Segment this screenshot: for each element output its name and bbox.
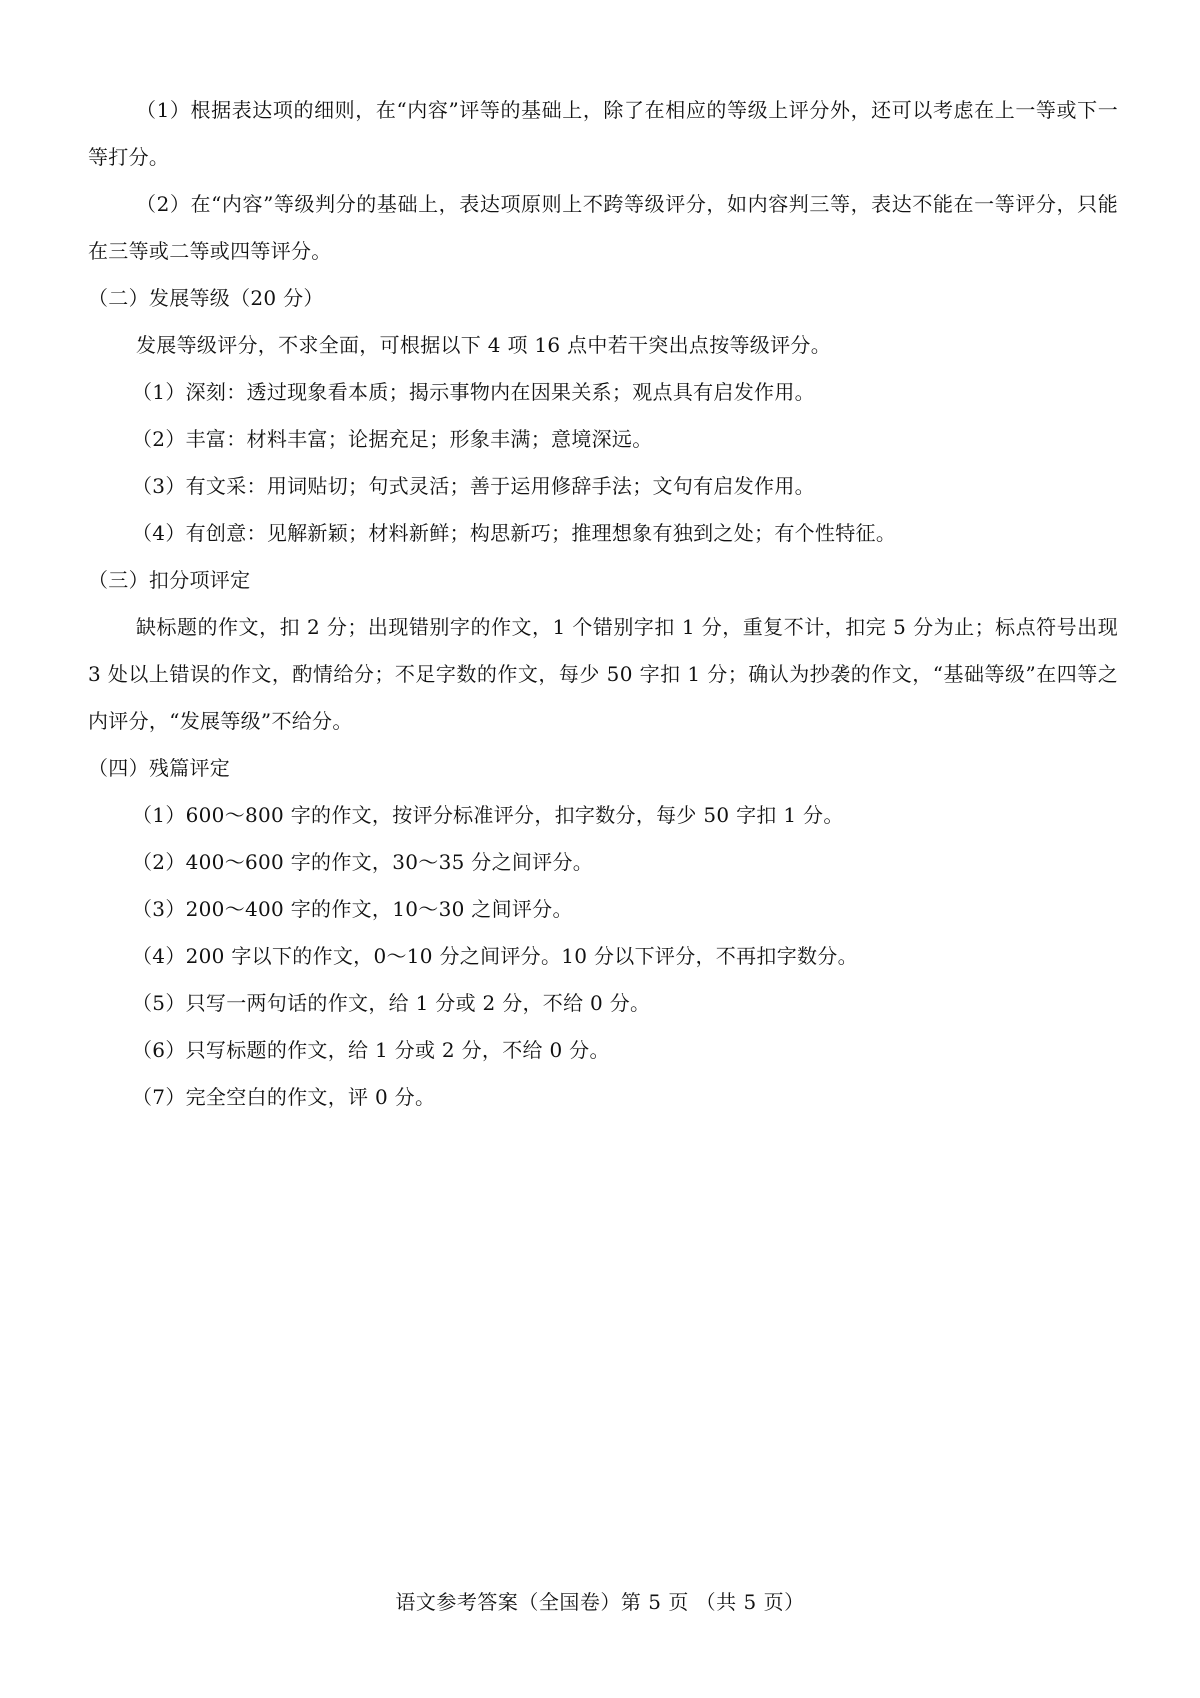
page-footer: 语文参考答案（全国卷）第 5 页 （共 5 页） bbox=[395, 1590, 805, 1614]
development-intro: 发展等级评分，不求全面，可根据以下 4 项 16 点中若干突出点按等级评分。 bbox=[136, 333, 832, 357]
expression-rule-2: （2）在“内容”等级判分的基础上，表达项原则上不跨等级评分，如内容判三等，表达不能在一等评分，只能在三等或二等或四等评分。 bbox=[88, 192, 1118, 263]
incomplete-item-2: （2）400～600 字的作文，30～35 分之间评分。 bbox=[132, 850, 594, 874]
development-item-1: （1）深刻：透过现象看本质；揭示事物内在因果关系；观点具有启发作用。 bbox=[132, 380, 815, 404]
incomplete-item-4: （4）200 字以下的作文，0～10 分之间评分。10 分以下评分，不再扣字数分。 bbox=[132, 944, 858, 968]
development-heading: （二）发展等级（20 分） bbox=[88, 286, 324, 310]
development-item-4: （4）有创意：见解新颖；材料新鲜；构思新巧；推理想象有独到之处；有个性特征。 bbox=[132, 521, 897, 545]
development-item-3: （3）有文采：用词贴切；句式灵活；善于运用修辞手法；文句有启发作用。 bbox=[132, 474, 815, 498]
deduction-text: 缺标题的作文，扣 2 分；出现错别字的作文，1 个错别字扣 1 分，重复不计，扣完 5 分为止；标点符号出现 3 处以上错误的作文，酌情给分；不足字数的作文，每少 50 字扣 1 分；确认为抄袭的作文，“基础等级”在四等之内评分，“发展等级”不给分。 bbox=[88, 615, 1118, 733]
incomplete-heading: （四）残篇评定 bbox=[88, 756, 231, 780]
incomplete-item-3: （3）200～400 字的作文，10～30 之间评分。 bbox=[132, 897, 573, 921]
incomplete-item-6: （6）只写标题的作文，给 1 分或 2 分，不给 0 分。 bbox=[132, 1038, 610, 1062]
page-content bbox=[88, 87, 1118, 1121]
development-item-2: （2）丰富：材料丰富；论据充足；形象丰满；意境深远。 bbox=[132, 427, 653, 451]
incomplete-item-5: （5）只写一两句话的作文，给 1 分或 2 分，不给 0 分。 bbox=[132, 991, 651, 1015]
expression-rule-1: （1）根据表达项的细则，在“内容”评等的基础上，除了在相应的等级上评分外，还可以考虑在上一等或下一等打分。 bbox=[88, 98, 1118, 169]
deduction-heading: （三）扣分项评定 bbox=[88, 568, 251, 592]
incomplete-item-1: （1）600～800 字的作文，按评分标准评分，扣字数分，每少 50 字扣 1 分。 bbox=[132, 803, 844, 827]
incomplete-item-7: （7）完全空白的作文，评 0 分。 bbox=[132, 1085, 436, 1109]
